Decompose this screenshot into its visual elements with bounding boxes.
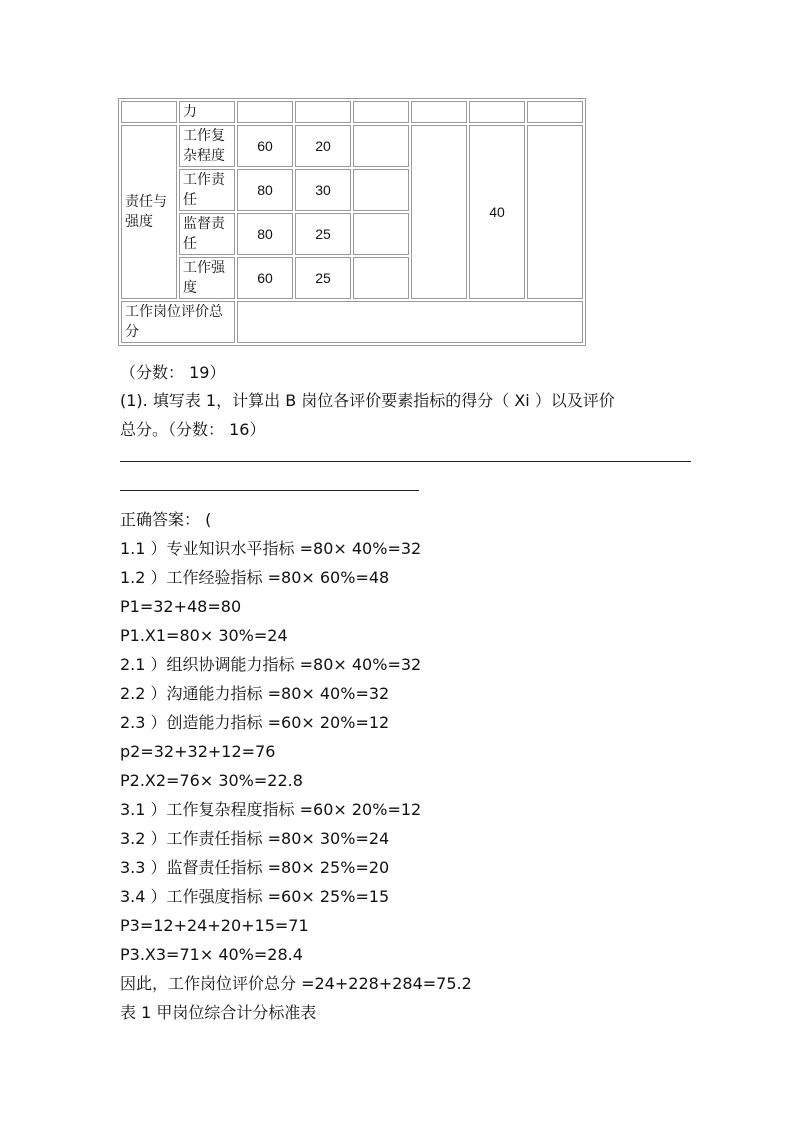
sub-factor-cell: 力 xyxy=(179,101,235,123)
answer-line: 因此，工作岗位评价总分 =24+228+284=75.2 xyxy=(120,974,472,993)
answer-line: P3.X3=71× 40%=28.4 xyxy=(120,945,303,964)
score-cell: 60 xyxy=(237,125,293,167)
blank-cell xyxy=(353,257,409,299)
answer-line: 1.2 ）工作经验指标 =80× 60%=48 xyxy=(120,568,390,587)
answer-section xyxy=(120,505,472,1027)
answer-line: 2.1 ）组织协调能力指标 =80× 40%=32 xyxy=(120,655,422,674)
answer-blank-line xyxy=(120,490,419,491)
score-cell: 80 xyxy=(237,169,293,211)
score-cell: 60 xyxy=(237,257,293,299)
blank-cell xyxy=(527,125,583,299)
answer-line: P3=12+24+20+15=71 xyxy=(120,916,309,935)
table-row xyxy=(121,301,583,343)
sub-factor-cell: 工作强 度 xyxy=(179,257,235,299)
answer-blank-line xyxy=(120,461,691,462)
answer-line: 2.2 ）沟通能力指标 =80× 40%=32 xyxy=(120,684,390,703)
table-caption: 表 1 甲岗位综合计分标准表 xyxy=(120,1003,317,1022)
group-weight-cell: 40 xyxy=(469,125,525,299)
blank-cell xyxy=(353,213,409,255)
evaluation-table xyxy=(118,98,586,346)
table-row xyxy=(121,125,583,167)
answer-line: 3.2 ）工作责任指标 =80× 30%=24 xyxy=(120,829,390,848)
question-line: 总分。（分数： 16） xyxy=(120,420,266,439)
table-row xyxy=(121,101,583,123)
total-label-cell: 工作岗位评价总 分 xyxy=(121,301,235,343)
weight-cell: 25 xyxy=(295,257,351,299)
score-note: （分数： 19） xyxy=(120,363,226,382)
answer-line: 3.4 ）工作强度指标 =60× 25%=15 xyxy=(120,887,390,906)
sub-factor-cell: 工作责 任 xyxy=(179,169,235,211)
weight-cell: 30 xyxy=(295,169,351,211)
score-cell: 80 xyxy=(237,213,293,255)
answer-line: P1.X1=80× 30%=24 xyxy=(120,626,288,645)
question-line: (1). 填写表 1，计算出 B 岗位各评价要素指标的得分（ Xi ）以及评价 xyxy=(120,391,615,410)
sub-factor-cell: 监督责 任 xyxy=(179,213,235,255)
answer-line: 1.1 ）专业知识水平指标 =80× 40%=32 xyxy=(120,539,422,558)
answer-line: 2.3 ）创造能力指标 =60× 20%=12 xyxy=(120,713,390,732)
answer-line: 3.1 ）工作复杂程度指标 =60× 20%=12 xyxy=(120,800,422,819)
weight-cell: 25 xyxy=(295,213,351,255)
total-value-cell xyxy=(237,301,583,343)
answer-line: 3.3 ）监督责任指标 =80× 25%=20 xyxy=(120,858,390,877)
answer-title: 正确答案： ( xyxy=(120,510,212,529)
question xyxy=(120,386,615,444)
blank-cell xyxy=(353,125,409,167)
blank-cell xyxy=(411,125,467,299)
factor-group-cell: 责任与 强度 xyxy=(121,125,177,299)
sub-factor-cell: 工作复 杂程度 xyxy=(179,125,235,167)
answer-line: p2=32+32+12=76 xyxy=(120,742,276,761)
answer-line: P1=32+48=80 xyxy=(120,597,242,616)
answer-line: P2.X2=76× 30%=22.8 xyxy=(120,771,303,790)
weight-cell: 20 xyxy=(295,125,351,167)
blank-cell xyxy=(353,169,409,211)
